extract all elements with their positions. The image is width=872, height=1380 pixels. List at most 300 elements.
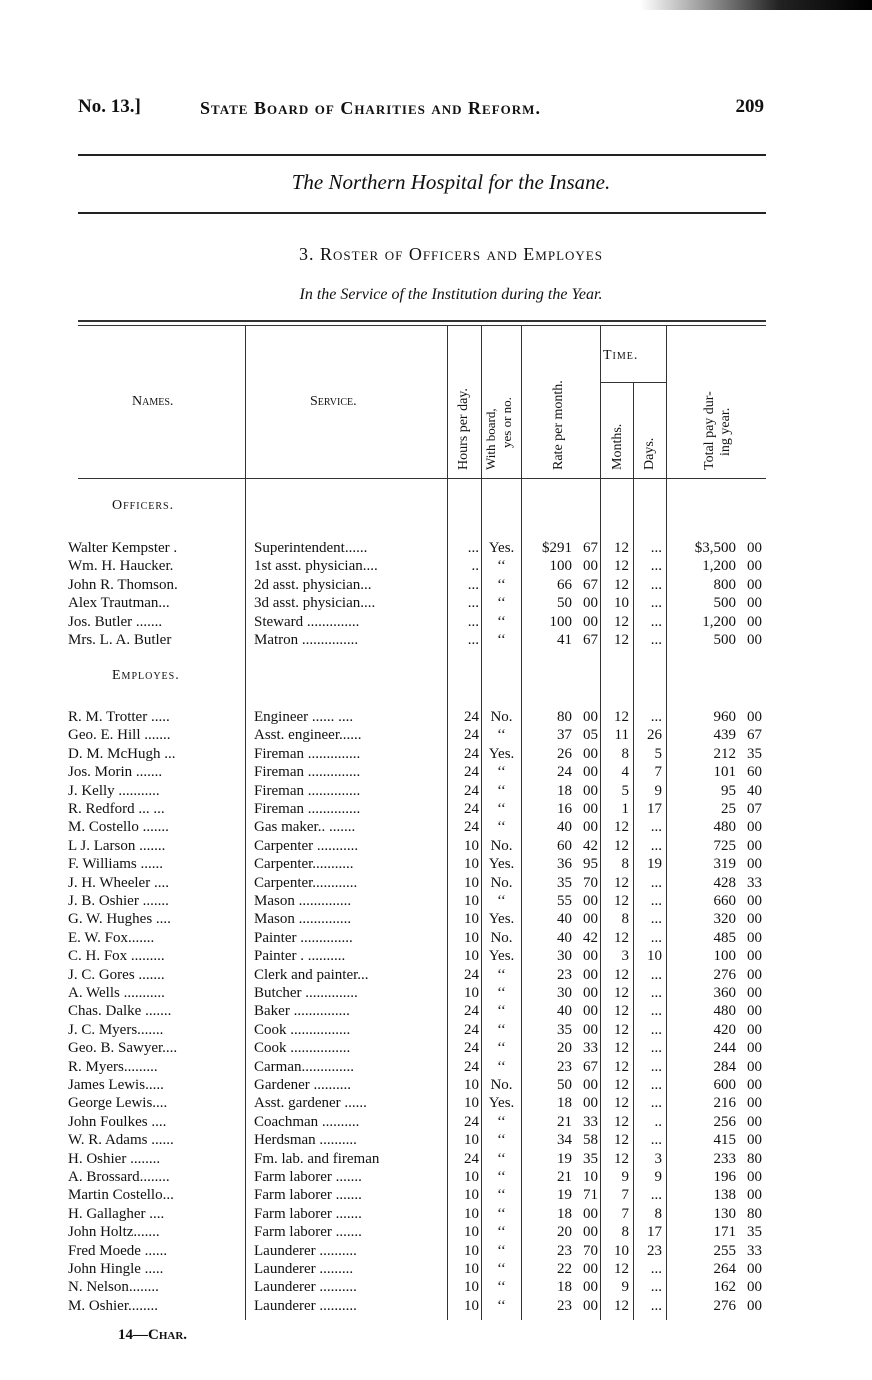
service-cell: Fireman .............. — [254, 764, 361, 781]
board-cell: ‘‘ — [497, 1058, 506, 1075]
total-cents-cell: 35 — [747, 745, 762, 762]
months-cell: 12 — [614, 1132, 629, 1149]
rate-dollars-cell: 40 — [557, 1003, 572, 1020]
rate-cents-cell: 33 — [583, 1040, 598, 1057]
days-cell: ... — [650, 837, 662, 854]
employee-name: A. Wells ........... — [68, 985, 165, 1001]
rate-dollars-cell: 18 — [557, 1205, 572, 1222]
days-cell: 10 — [647, 948, 662, 965]
rate-dollars-cell: 55 — [557, 893, 572, 909]
rate-dollars-cell: 19 — [557, 1150, 572, 1167]
employee-name: John Holtz....... — [68, 1224, 160, 1241]
days-cell: ... — [650, 576, 662, 593]
service-cell: Launderer .......... — [254, 1297, 357, 1314]
months-cell: 9 — [621, 1279, 629, 1296]
service-cell: Farm laborer ....... — [254, 1205, 362, 1222]
table-row — [0, 966, 872, 984]
board-cell: ‘‘ — [497, 1040, 506, 1057]
service-cell: Gardener .......... — [254, 1077, 352, 1093]
total-cents-cell: 00 — [747, 948, 762, 965]
table-row — [0, 984, 872, 1002]
total-cents-cell: 00 — [747, 1113, 762, 1130]
months-cell: 12 — [614, 632, 629, 648]
table-row — [0, 837, 872, 855]
service-cell: Gas maker.. ....... — [254, 819, 356, 836]
rate-cents-cell: 70 — [583, 874, 598, 891]
employee-name: John Foulkes .... — [68, 1113, 167, 1130]
service-cell: Superintendent...... — [254, 540, 368, 556]
board-cell: Yes. — [488, 540, 515, 556]
rate-dollars-cell: 66 — [557, 576, 572, 593]
total-cents-cell: 33 — [747, 874, 762, 891]
board-cell: ‘‘ — [497, 613, 506, 630]
employee-name: Jos. Morin ....... — [68, 764, 163, 781]
days-cell: ... — [650, 540, 662, 556]
service-cell: Carpenter............ — [254, 874, 358, 891]
table-row — [0, 874, 872, 892]
hours-cell: 10 — [464, 874, 479, 891]
rate-cents-cell: 00 — [583, 966, 598, 983]
total-dollars-cell: 1,200 — [702, 613, 736, 630]
board-cell: Yes. — [488, 911, 515, 928]
hours-cell: 10 — [464, 1297, 479, 1314]
page-number: 209 — [735, 96, 764, 117]
rate-dollars-cell: 19 — [557, 1187, 572, 1204]
table-row — [0, 1297, 872, 1315]
total-dollars-cell: 256 — [713, 1113, 736, 1130]
employee-name: N. Nelson........ — [68, 1279, 159, 1296]
total-dollars-cell: 162 — [713, 1279, 736, 1296]
table-row — [0, 800, 872, 818]
days-cell: ... — [650, 819, 662, 836]
employee-name: E. W. Fox....... — [68, 929, 155, 946]
rate-dollars-cell: $291 — [542, 540, 572, 556]
months-cell: 12 — [614, 874, 629, 891]
rate-dollars-cell: 21 — [557, 1169, 572, 1185]
total-cents-cell: 00 — [747, 1279, 762, 1296]
rate-cents-cell: 00 — [583, 819, 598, 836]
table-row — [0, 1278, 872, 1296]
rate-dollars-cell: 24 — [557, 764, 572, 781]
employee-name: George Lewis.... — [68, 1095, 168, 1112]
days-cell: ... — [650, 1132, 662, 1149]
employee-name: G. W. Hughes .... — [68, 911, 171, 928]
table-row — [0, 782, 872, 800]
total-dollars-cell: 255 — [713, 1242, 736, 1259]
table-row — [0, 576, 872, 594]
months-cell: 12 — [614, 1297, 629, 1314]
col-header-service: Service. — [310, 394, 357, 409]
rate-cents-cell: 58 — [583, 1132, 598, 1149]
employee-name: Chas. Dalke ....... — [68, 1003, 172, 1020]
table-row — [0, 1186, 872, 1204]
employee-name: James Lewis..... — [68, 1077, 164, 1093]
subtitle-rule — [78, 212, 766, 214]
table-row — [0, 855, 872, 873]
hours-cell: 10 — [464, 893, 479, 909]
rate-dollars-cell: 50 — [557, 1077, 572, 1093]
months-cell: 5 — [621, 782, 629, 799]
hours-cell: 10 — [464, 1279, 479, 1296]
total-cents-cell: 00 — [747, 576, 762, 593]
employee-name: M. Costello ....... — [68, 819, 169, 836]
total-cents-cell: 00 — [747, 1187, 762, 1204]
months-cell: 12 — [614, 1003, 629, 1020]
days-cell: 19 — [647, 856, 662, 873]
months-cell: 12 — [614, 558, 629, 575]
rate-dollars-cell: 18 — [557, 1095, 572, 1112]
months-cell: 7 — [621, 1187, 629, 1204]
service-cell: Carpenter ........... — [254, 837, 359, 854]
total-cents-cell: 00 — [747, 1058, 762, 1075]
hours-cell: 24 — [464, 764, 479, 781]
service-cell: Mason .............. — [254, 893, 352, 909]
service-cell: Butcher .............. — [254, 985, 358, 1001]
rate-dollars-cell: 23 — [557, 966, 572, 983]
table-row — [0, 763, 872, 781]
total-cents-cell: 00 — [747, 1169, 762, 1185]
employee-name: Mrs. L. A. Butler — [68, 632, 172, 648]
total-cents-cell: 60 — [747, 764, 762, 781]
hours-cell: 10 — [464, 1261, 479, 1277]
total-dollars-cell: 100 — [713, 948, 736, 965]
employee-name: Geo. B. Sawyer.... — [68, 1040, 178, 1057]
employee-name: F. Williams ...... — [68, 856, 164, 873]
months-cell: 12 — [614, 966, 629, 983]
rate-dollars-cell: 35 — [557, 1021, 572, 1038]
hours-cell: 10 — [464, 985, 479, 1001]
hours-cell: 24 — [464, 819, 479, 836]
rate-cents-cell: 95 — [583, 856, 598, 873]
rate-cents-cell: 00 — [583, 595, 598, 612]
col-header-board-line2: yes or no. — [499, 397, 514, 448]
rate-cents-cell: 00 — [583, 1224, 598, 1241]
total-dollars-cell: 319 — [713, 856, 736, 873]
table-row — [0, 631, 872, 649]
employee-name: Alex Trautman... — [68, 595, 170, 612]
rate-dollars-cell: 21 — [557, 1113, 572, 1130]
rate-dollars-cell: 36 — [557, 856, 572, 873]
table-row — [0, 1205, 872, 1223]
employee-name: Fred Moede ...... — [68, 1242, 168, 1259]
total-cents-cell: 00 — [747, 819, 762, 836]
total-dollars-cell: 480 — [713, 819, 736, 836]
signature-mark: 14—Char. — [118, 1327, 188, 1343]
total-cents-cell: 00 — [747, 1021, 762, 1038]
rate-cents-cell: 00 — [583, 1205, 598, 1222]
total-dollars-cell: 725 — [713, 837, 736, 854]
total-cents-cell: 00 — [747, 1132, 762, 1149]
table-top-rule — [78, 320, 766, 322]
hours-cell: 24 — [464, 782, 479, 799]
rate-dollars-cell: 41 — [557, 632, 572, 648]
employee-name: Jos. Butler ....... — [68, 613, 163, 630]
service-cell: Matron ............... — [254, 632, 359, 648]
total-cents-cell: 00 — [747, 709, 762, 725]
days-cell: 7 — [654, 764, 662, 781]
institution-title: The Northern Hospital for the Insane. — [291, 170, 611, 194]
service-cell: Farm laborer ....... — [254, 1169, 362, 1185]
table-row — [0, 1021, 872, 1039]
service-cell: Clerk and painter... — [254, 966, 369, 983]
total-cents-cell: 00 — [747, 558, 762, 575]
service-cell: Asst. gardener ...... — [254, 1095, 367, 1112]
table-row — [0, 1131, 872, 1149]
hours-cell: 24 — [464, 727, 479, 744]
days-cell: ... — [650, 632, 662, 648]
employee-name: M. Oshier........ — [68, 1297, 158, 1314]
days-cell: 23 — [647, 1242, 662, 1259]
service-cell: Baker ............... — [254, 1003, 350, 1020]
total-dollars-cell: 101 — [713, 764, 736, 781]
total-dollars-cell: 212 — [713, 745, 736, 762]
rate-dollars-cell: 18 — [557, 782, 572, 799]
total-dollars-cell: 25 — [721, 801, 736, 817]
days-cell: ... — [650, 985, 662, 1001]
hours-cell: 10 — [464, 911, 479, 928]
days-cell: ... — [650, 1187, 662, 1204]
months-cell: 12 — [614, 1021, 629, 1038]
col-header-days: Days. — [642, 437, 657, 470]
days-cell: 5 — [654, 745, 662, 762]
rate-cents-cell: 00 — [583, 558, 598, 575]
hours-cell: 24 — [464, 1040, 479, 1057]
rate-dollars-cell: 60 — [557, 837, 572, 854]
service-cell: Steward .............. — [254, 613, 360, 630]
employee-name: J. Kelly ........... — [68, 782, 160, 799]
hours-cell: 10 — [464, 1224, 479, 1241]
rate-cents-cell: 00 — [583, 745, 598, 762]
officers-heading: Officers. — [112, 498, 175, 513]
days-cell: 3 — [654, 1150, 662, 1167]
days-cell: ... — [650, 613, 662, 630]
months-cell: 1 — [621, 801, 629, 817]
rate-cents-cell: 67 — [583, 576, 598, 593]
total-dollars-cell: 320 — [713, 911, 736, 928]
board-cell: No. — [490, 929, 513, 946]
months-cell: 12 — [614, 1058, 629, 1075]
total-cents-cell: 07 — [747, 801, 762, 817]
page-edge-shadow — [640, 0, 872, 10]
total-cents-cell: 00 — [747, 1077, 762, 1093]
total-cents-cell: 00 — [747, 540, 762, 556]
rate-dollars-cell: 23 — [557, 1297, 572, 1314]
employee-name: R. Myers......... — [68, 1058, 158, 1075]
employee-name: J. C. Myers....... — [68, 1021, 164, 1038]
total-cents-cell: 00 — [747, 1297, 762, 1314]
rate-cents-cell: 00 — [583, 1003, 598, 1020]
employee-name: J. H. Wheeler .... — [68, 874, 169, 891]
employee-name: Walter Kempster . — [68, 540, 178, 556]
months-cell: 11 — [614, 727, 629, 744]
board-cell: Yes. — [488, 1095, 515, 1112]
rate-dollars-cell: 40 — [557, 929, 572, 946]
board-cell: ‘‘ — [497, 764, 506, 781]
days-cell: 17 — [647, 1224, 662, 1241]
table-row — [0, 1150, 872, 1168]
days-cell: ... — [650, 911, 662, 928]
hours-cell: ... — [467, 613, 479, 630]
total-cents-cell: 00 — [747, 1261, 762, 1277]
days-cell: ... — [650, 709, 662, 725]
total-cents-cell: 33 — [747, 1242, 762, 1259]
board-cell: ‘‘ — [497, 985, 506, 1001]
hours-cell: ... — [467, 595, 479, 612]
rate-cents-cell: 00 — [583, 1261, 598, 1277]
service-cell: Launderer .......... — [254, 1242, 357, 1259]
hours-cell: 10 — [464, 1132, 479, 1149]
rate-cents-cell: 10 — [583, 1169, 598, 1185]
total-dollars-cell: 428 — [713, 874, 736, 891]
service-cell: Herdsman .......... — [254, 1132, 357, 1149]
hours-cell: .. — [471, 558, 479, 575]
board-cell: No. — [490, 709, 513, 725]
total-dollars-cell: 500 — [713, 595, 736, 612]
table-row — [0, 594, 872, 612]
total-dollars-cell: 196 — [713, 1169, 736, 1185]
total-cents-cell: 80 — [747, 1150, 762, 1167]
months-cell: 10 — [614, 595, 629, 612]
months-cell: 12 — [614, 893, 629, 909]
service-cell: Fireman .............. — [254, 782, 361, 799]
rate-dollars-cell: 100 — [549, 613, 572, 630]
days-cell: 17 — [647, 801, 662, 817]
board-cell: ‘‘ — [497, 1242, 506, 1259]
months-cell: 8 — [621, 911, 629, 928]
months-cell: 4 — [621, 764, 629, 781]
rate-dollars-cell: 26 — [557, 745, 572, 762]
board-cell: ‘‘ — [497, 595, 506, 612]
total-dollars-cell: 138 — [713, 1187, 736, 1204]
employee-name: Martin Costello... — [68, 1187, 174, 1204]
months-cell: 12 — [614, 819, 629, 836]
days-cell: ... — [650, 1279, 662, 1296]
col-header-names: Names. — [132, 394, 174, 409]
col-header-hours: Hours per day. — [456, 388, 471, 470]
days-cell: ... — [650, 966, 662, 983]
months-cell: 12 — [614, 1113, 629, 1130]
rate-cents-cell: 00 — [583, 911, 598, 928]
total-dollars-cell: 660 — [713, 893, 736, 909]
col-header-total-line2: ing year. — [718, 407, 733, 456]
hours-cell: 24 — [464, 745, 479, 762]
total-dollars-cell: 360 — [713, 985, 736, 1001]
months-cell: 8 — [621, 1224, 629, 1241]
table-row — [0, 1168, 872, 1186]
board-cell: ‘‘ — [497, 1003, 506, 1020]
rate-dollars-cell: 37 — [557, 727, 572, 744]
rate-dollars-cell: 20 — [557, 1224, 572, 1241]
rate-dollars-cell: 34 — [557, 1132, 572, 1149]
board-cell: ‘‘ — [497, 727, 506, 744]
rate-cents-cell: 33 — [583, 1113, 598, 1130]
board-cell: ‘‘ — [497, 576, 506, 593]
header-bottom-rule — [78, 478, 766, 479]
board-cell: No. — [490, 874, 513, 891]
table-row — [0, 1076, 872, 1094]
total-cents-cell: 00 — [747, 1095, 762, 1112]
table-row — [0, 818, 872, 836]
days-cell: ... — [650, 1077, 662, 1093]
rate-dollars-cell: 30 — [557, 985, 572, 1001]
col-header-board — [483, 397, 515, 470]
table-row — [0, 1113, 872, 1131]
hours-cell: 10 — [464, 856, 479, 873]
total-cents-cell: 00 — [747, 632, 762, 648]
hours-cell: 10 — [464, 1095, 479, 1112]
rate-dollars-cell: 80 — [557, 709, 572, 725]
service-cell: 3d asst. physician.... — [254, 595, 376, 612]
service-cell: Mason .............. — [254, 911, 352, 928]
service-cell: Farm laborer ....... — [254, 1187, 362, 1204]
months-cell: 12 — [614, 613, 629, 630]
hours-cell: 10 — [464, 1077, 479, 1093]
days-cell: 8 — [654, 1205, 662, 1222]
rate-dollars-cell: 30 — [557, 948, 572, 965]
board-cell: ‘‘ — [497, 893, 506, 909]
board-cell: ‘‘ — [497, 632, 506, 648]
days-cell: ... — [650, 558, 662, 575]
months-cell: 12 — [614, 709, 629, 725]
hours-cell: ... — [467, 540, 479, 556]
rate-cents-cell: 70 — [583, 1242, 598, 1259]
rate-dollars-cell: 100 — [549, 558, 572, 575]
table-row — [0, 947, 872, 965]
service-cell: Carman.............. — [254, 1058, 354, 1075]
total-cents-cell: 00 — [747, 613, 762, 630]
rate-dollars-cell: 50 — [557, 595, 572, 612]
table-row — [0, 1242, 872, 1260]
days-cell: 9 — [654, 782, 662, 799]
employee-name: C. H. Fox ......... — [68, 948, 165, 965]
months-cell: 12 — [614, 929, 629, 946]
board-cell: ‘‘ — [497, 1021, 506, 1038]
table-row — [0, 539, 872, 557]
days-cell: ... — [650, 1040, 662, 1057]
col-header-rate: Rate per month. — [551, 380, 566, 470]
service-cell: Painter .............. — [254, 929, 353, 946]
rate-cents-cell: 67 — [583, 540, 598, 556]
days-cell: ... — [650, 929, 662, 946]
service-cell: Coachman .......... — [254, 1113, 360, 1130]
hours-cell: 24 — [464, 966, 479, 983]
rate-cents-cell: 71 — [583, 1187, 598, 1204]
rate-dollars-cell: 18 — [557, 1279, 572, 1296]
table-row — [0, 1058, 872, 1076]
running-header — [78, 96, 766, 126]
table-row — [0, 1260, 872, 1278]
rate-cents-cell: 00 — [583, 709, 598, 725]
employee-name: J. C. Gores ....... — [68, 966, 165, 983]
total-dollars-cell: 95 — [721, 782, 736, 799]
document-number: No. 13.] — [78, 96, 141, 117]
employee-name: J. B. Oshier ....... — [68, 893, 169, 909]
table-row — [0, 910, 872, 928]
total-cents-cell: 00 — [747, 1003, 762, 1020]
service-cell: Cook ................ — [254, 1021, 351, 1038]
rate-cents-cell: 05 — [583, 727, 598, 744]
total-dollars-cell: 960 — [713, 709, 736, 725]
employee-name: H. Gallagher .... — [68, 1205, 165, 1222]
service-cell: Cook ................ — [254, 1040, 351, 1057]
total-cents-cell: 00 — [747, 837, 762, 854]
section-subtitle: In the Service of the Institution during the Year. — [299, 286, 603, 303]
hours-cell: 10 — [464, 1169, 479, 1185]
service-cell: Launderer .......... — [254, 1279, 357, 1296]
rate-cents-cell: 00 — [583, 801, 598, 817]
service-cell: 2d asst. physician... — [254, 576, 372, 593]
months-cell: 3 — [621, 948, 629, 965]
